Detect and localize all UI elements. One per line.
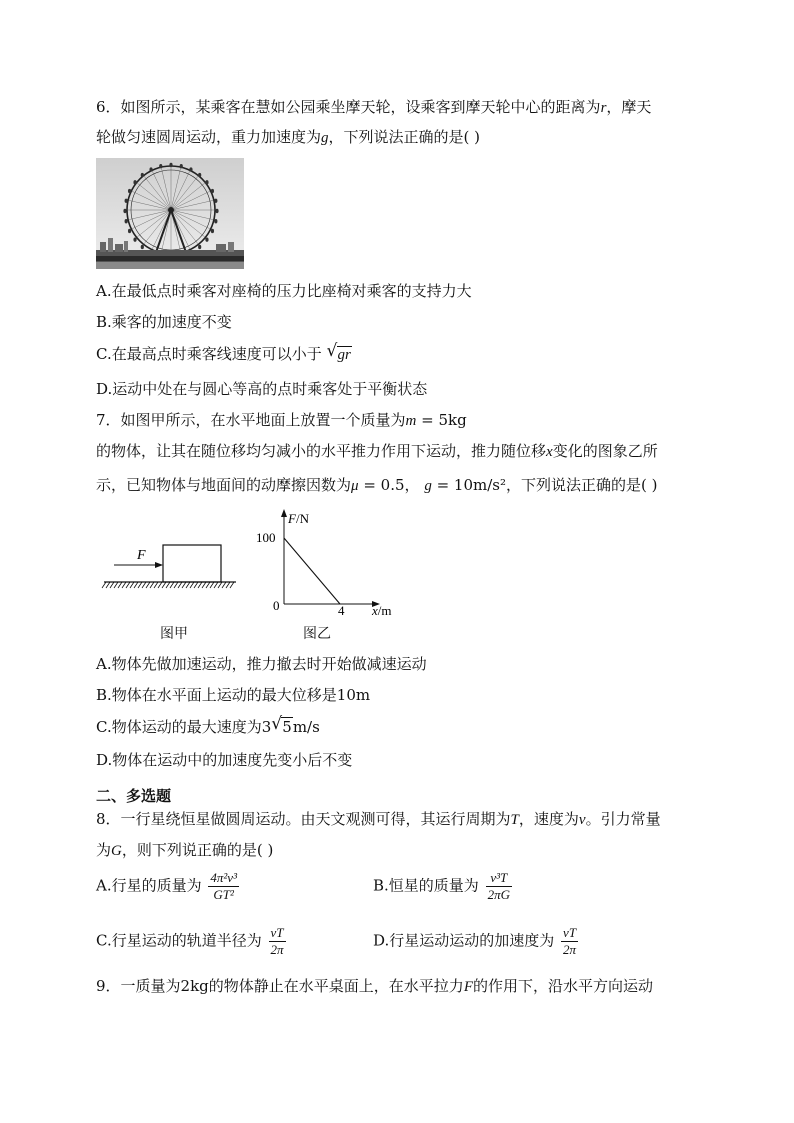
cabin <box>123 209 126 213</box>
fraction-b-num: v³T <box>486 870 512 887</box>
cabin <box>211 229 214 233</box>
cabin <box>198 245 201 249</box>
cabin <box>169 163 172 167</box>
var-mu: μ <box>351 478 359 494</box>
fraction-d-num: vT <box>561 925 578 942</box>
y-tick-100: 100 <box>256 530 276 545</box>
fraction-c <box>269 925 286 958</box>
var-g: g <box>321 130 329 146</box>
fraction-c-num: vT <box>269 925 286 942</box>
cabin <box>215 209 218 213</box>
q7-stem-line1 <box>96 409 467 432</box>
force-displacement-graph <box>250 505 410 620</box>
fraction-b <box>486 870 512 903</box>
x-tick-4: 4 <box>338 603 345 618</box>
sqrt-radicand: gr <box>337 347 351 363</box>
arrow-head-icon <box>155 562 163 568</box>
var-g2: g <box>424 478 432 494</box>
section-title-multiple-choice: 二、多选题 <box>96 787 172 805</box>
sqrt-5: √ 5 <box>271 714 292 736</box>
unit-ms: m/s <box>292 718 320 736</box>
q7-stem-text-e: ，下列说法正确的是( ) <box>506 476 658 494</box>
cabin <box>149 167 152 171</box>
q6-option-b: B.乘客的加速度不变 <box>96 313 232 331</box>
q7-stem-line2 <box>96 440 658 463</box>
q6-stem-text-d: ，下列说法正确的是( ) <box>328 128 480 146</box>
q9-stem-text: 9．一质量为 <box>96 977 181 995</box>
force-line <box>284 538 340 604</box>
q8-stem-text-e: ，则下列说正确的是( ) <box>121 841 274 859</box>
cabin <box>133 180 136 184</box>
q9-stem-line1 <box>96 975 653 998</box>
q7-option-b: B.物体在水平面上运动的最大位移是10m <box>96 686 371 704</box>
var-F: F <box>463 979 473 995</box>
q8-option-a <box>96 870 241 903</box>
q8-option-d-text: D.行星运动运动的加速度为 <box>373 931 555 950</box>
coef-3: 3 <box>261 718 272 736</box>
q8-option-b <box>373 870 514 903</box>
q8-option-c-text: C.行星运动的轨道半径为 <box>96 931 262 950</box>
var-G: G <box>111 843 122 859</box>
var-x: x <box>546 444 553 460</box>
mu-value: = 0.5 <box>358 476 405 494</box>
figure-block-on-ground <box>100 535 240 595</box>
fraction-a-num: 4π²v³ <box>210 870 237 885</box>
q6-stem-line1 <box>96 96 651 119</box>
q7-stem-text: 7．如图甲所示，在水平地面上放置一个质量为 <box>96 411 406 429</box>
q6-option-a: A.在最低点时乘客对座椅的压力比座椅对乘客的支持力大 <box>96 282 472 300</box>
q8-stem-text: 8．一行星绕恒星做圆周运动。由天文观测可得，其运行周期为 <box>96 810 511 828</box>
q8-stem-line2 <box>96 839 273 862</box>
q7-stem-text-c: 变化的图象乙所 <box>552 442 658 460</box>
cabin <box>198 173 201 177</box>
q8-stem-line1 <box>96 808 661 831</box>
q8-option-a-text: A.行星的质量为 <box>96 876 202 895</box>
fraction-a-den: GT² <box>213 887 234 902</box>
cabin <box>133 237 136 241</box>
q7-stem-line3 <box>96 474 657 497</box>
force-label: F <box>137 548 146 563</box>
cabin <box>214 219 217 223</box>
cabin <box>125 219 128 223</box>
fraction-c-den: 2π <box>270 942 284 957</box>
q6-option-d: D.运动中处在与圆心等高的点时乘客处于平衡状态 <box>96 380 428 398</box>
caption-figure-b: 图乙 <box>303 626 331 642</box>
q7-option-a: A.物体先做加速运动，推力撤去时开始做减速运动 <box>96 655 427 673</box>
y-axis-arrow-icon <box>281 509 287 517</box>
q8-stem-text-c: 。引力常量 <box>585 810 661 828</box>
q9-stem-text-c: 的作用下，沿水平方向运动 <box>472 977 653 995</box>
q7-stem-text-b: 的物体，让其在随位移均匀减小的水平推力作用下运动，推力随位移 <box>96 442 547 460</box>
sqrt-radicand-5: 5 <box>282 718 292 736</box>
q7-option-c-text: C.物体运动的最大速度为 <box>96 718 262 736</box>
q6-stem-text-c: 轮做匀速圆周运动，重力加速度为 <box>96 128 322 146</box>
origin-label: 0 <box>273 598 280 613</box>
cabin <box>128 229 131 233</box>
q8-option-d <box>373 925 580 958</box>
q7-stem-text-d: 示，已知物体与地面间的动摩擦因数为 <box>96 476 352 494</box>
q6-stem-text: 6．如图所示，某乘客在慧如公园乘坐摩天轮，设乘客到摩天轮中心的距离为 <box>96 98 601 116</box>
cabin <box>205 237 208 241</box>
cabin <box>141 245 144 249</box>
ground-hatching <box>102 582 234 588</box>
caption-figure-a: 图甲 <box>160 626 188 642</box>
var-m: m <box>405 413 417 429</box>
fraction-d <box>561 925 578 958</box>
q8-option-c <box>96 925 288 958</box>
q6-option-c <box>96 343 352 366</box>
fraction-b-den: 2πG <box>487 887 510 902</box>
cabin <box>205 180 208 184</box>
q6-option-c-text: C.在最高点时乘客线速度可以小于 <box>96 345 322 363</box>
var-r: r <box>600 100 607 116</box>
cabin <box>159 164 162 168</box>
q7-option-d: D.物体在运动中的加速度先变小后不变 <box>96 751 353 769</box>
y-axis-label: F/N <box>288 511 309 526</box>
q8-stem-text-b: ，速度为 <box>518 810 579 828</box>
q6-stem-text-b: ，摩天 <box>606 98 652 116</box>
cabin <box>189 167 192 171</box>
x-axis-label: x/m <box>372 603 392 618</box>
mass-2kg: 2kg <box>180 977 209 995</box>
mass-value: = 5kg <box>416 411 467 429</box>
cabin <box>141 173 144 177</box>
q9-stem-text-b: 的物体静止在水平桌面上，在水平拉力 <box>208 977 464 995</box>
q8-stem-text-d: 为 <box>96 841 112 859</box>
var-T: T <box>510 812 519 828</box>
fraction-a <box>208 870 239 903</box>
cabin <box>128 189 131 193</box>
var-v: v <box>578 812 586 828</box>
q8-option-b-text: B.恒星的质量为 <box>373 876 479 895</box>
q7-option-c <box>96 716 320 738</box>
fraction-d-den: 2π <box>563 942 577 957</box>
sqrt-gr: √ gr <box>326 341 351 363</box>
comma: ， <box>404 476 420 494</box>
cabin <box>180 164 183 168</box>
cabin <box>214 199 217 203</box>
cabin <box>125 199 128 203</box>
ferris-wheel-photo <box>96 158 244 269</box>
g-value: = 10m/s² <box>431 476 506 494</box>
cabin <box>211 189 214 193</box>
block <box>163 545 221 582</box>
q6-stem-line2 <box>96 126 480 149</box>
